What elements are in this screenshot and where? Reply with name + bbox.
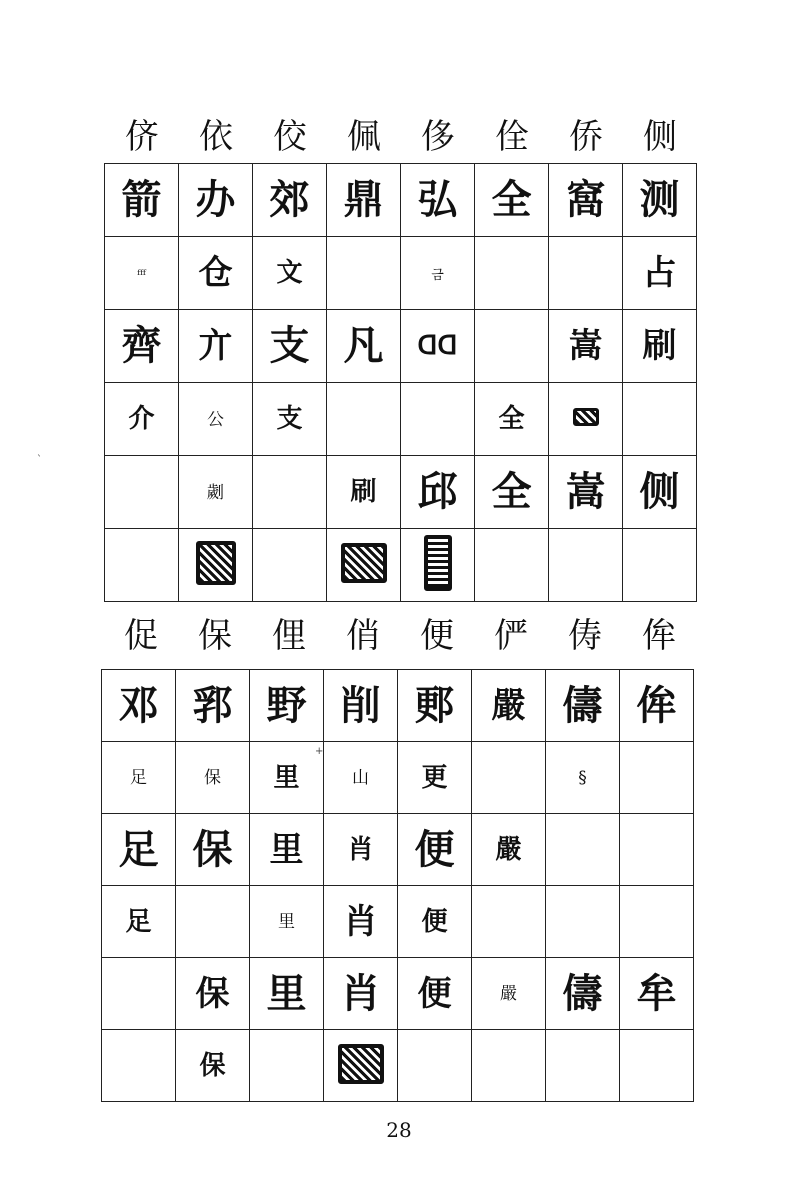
glyph-form: 支 — [269, 322, 310, 369]
table-cell — [546, 958, 620, 1030]
table-row — [102, 670, 694, 742]
table-cell — [620, 958, 694, 1030]
glyph-form: 嚴 — [491, 685, 526, 726]
table-cell — [546, 670, 620, 742]
glyph-form: 更 — [421, 762, 448, 793]
header-character: 俦 — [568, 616, 602, 656]
table-cell — [401, 383, 475, 456]
table-cell — [401, 529, 475, 602]
table-cell — [176, 670, 250, 742]
table-cell — [475, 164, 549, 237]
stray-mark: ` — [37, 455, 42, 466]
table-cell — [398, 814, 472, 886]
glyph-form: 公 — [207, 409, 224, 430]
table-row — [102, 958, 694, 1030]
glyph-form: 嚴 — [495, 834, 522, 865]
glyph-form: 弘 — [417, 176, 458, 223]
glyph-form: 箭 — [121, 176, 162, 223]
table-cell — [105, 456, 179, 529]
table-cell — [549, 164, 623, 237]
glyph-form: § — [578, 768, 587, 788]
table-cell — [253, 310, 327, 383]
table-cell — [398, 958, 472, 1030]
header-character: 便 — [420, 616, 454, 656]
table-cell — [324, 742, 398, 814]
table-row — [102, 742, 694, 814]
glyph-form: 足 — [118, 825, 159, 873]
table-cell — [250, 1030, 324, 1102]
table-cell — [179, 383, 253, 456]
glyph-form: 保 — [195, 973, 230, 1014]
table-cell — [176, 1030, 250, 1102]
header-character: 俏 — [346, 616, 380, 656]
table-cell — [620, 814, 694, 886]
section1-glyph-table — [104, 163, 697, 602]
glyph-form: 全 — [491, 176, 532, 223]
table-row — [105, 529, 697, 602]
glyph-form: 儔 — [562, 969, 603, 1017]
table-cell — [398, 1030, 472, 1102]
table-cell — [475, 383, 549, 456]
table-cell — [179, 310, 253, 383]
glyph-form: 刷 — [350, 477, 377, 507]
table-cell — [327, 237, 401, 310]
table-row — [102, 1030, 694, 1102]
glyph-form: 邱 — [417, 468, 458, 515]
table-cell — [401, 310, 475, 383]
header-character: 侨 — [569, 117, 603, 157]
seal-stamp-image — [573, 408, 599, 426]
glyph-form: 肖 — [347, 834, 374, 865]
header-character: 侧 — [643, 117, 677, 157]
glyph-form: 足 — [130, 768, 147, 788]
glyph-form: 侔 — [636, 681, 677, 729]
glyph-form: 保 — [192, 825, 233, 873]
header-character: 佺 — [495, 117, 529, 157]
glyph-form: 里 — [266, 969, 307, 1017]
glyph-form: 保 — [204, 768, 221, 788]
table-cell — [102, 1030, 176, 1102]
table-cell — [398, 742, 472, 814]
table-cell — [253, 383, 327, 456]
table-row — [105, 164, 697, 237]
glyph-form: 亣 — [198, 326, 233, 366]
glyph-form: 郠 — [414, 681, 455, 729]
glyph-form: 侧 — [639, 468, 680, 515]
table-cell — [472, 958, 546, 1030]
table-cell — [105, 529, 179, 602]
table-cell — [176, 814, 250, 886]
table-row — [105, 383, 697, 456]
table-cell — [623, 237, 697, 310]
table-cell — [253, 164, 327, 237]
header-character: 促 — [124, 616, 158, 656]
glyph-form: 支 — [276, 404, 303, 434]
glyph-form: 儔 — [562, 681, 603, 729]
table-cell — [327, 164, 401, 237]
glyph-form: 嵩 — [568, 326, 603, 366]
table-cell — [620, 886, 694, 958]
glyph-form: 郊 — [269, 176, 310, 223]
table-cell — [102, 958, 176, 1030]
table-cell — [472, 886, 546, 958]
table-cell — [179, 529, 253, 602]
glyph-form: 肖 — [343, 901, 378, 942]
table-cell — [623, 164, 697, 237]
table-cell — [623, 383, 697, 456]
table-cell — [253, 456, 327, 529]
glyph-form: 刷 — [642, 326, 677, 366]
header-character: 俨 — [494, 616, 528, 656]
header-character: 佼 — [273, 117, 307, 157]
table-cell — [102, 670, 176, 742]
glyph-form: 郛 — [192, 681, 233, 729]
table-cell — [250, 814, 324, 886]
table-cell — [105, 164, 179, 237]
table-cell — [179, 237, 253, 310]
glyph-form: 占 — [642, 253, 677, 293]
glyph-form: 鼎 — [343, 176, 384, 223]
header-character: 佩 — [347, 117, 381, 157]
header-character: 侈 — [421, 117, 455, 157]
table-cell — [401, 237, 475, 310]
seal-stamp-image — [424, 535, 452, 591]
table-cell — [475, 237, 549, 310]
glyph-form: 文 — [276, 258, 303, 288]
seal-stamp-image — [196, 541, 236, 585]
glyph-form: 便 — [421, 906, 448, 937]
table-cell — [549, 529, 623, 602]
table-cell — [623, 529, 697, 602]
glyph-form: 削 — [340, 681, 381, 729]
table-cell — [250, 742, 324, 814]
glyph-form: 邓 — [118, 681, 159, 729]
table-row — [105, 237, 697, 310]
table-cell — [398, 670, 472, 742]
glyph-form: 仓 — [198, 253, 233, 293]
table-cell — [179, 456, 253, 529]
header-character: 俚 — [272, 616, 306, 656]
glyph-form: 里 — [278, 912, 295, 932]
table-cell — [546, 1030, 620, 1102]
table-cell — [398, 886, 472, 958]
section2-glyph-table — [101, 669, 694, 1102]
table-cell — [179, 164, 253, 237]
table-cell — [105, 310, 179, 383]
glyph-form: 嵩 — [565, 468, 606, 515]
table-cell — [472, 742, 546, 814]
table-cell — [253, 529, 327, 602]
glyph-form: 山 — [352, 768, 369, 788]
table-cell — [102, 886, 176, 958]
table-cell — [549, 310, 623, 383]
header-character: 侔 — [642, 616, 676, 656]
glyph-form: 测 — [639, 176, 680, 223]
table-cell — [250, 670, 324, 742]
table-cell — [105, 383, 179, 456]
glyph-form: ᶠᶠᶠ — [137, 267, 146, 283]
table-cell — [327, 310, 401, 383]
glyph-form: 办 — [195, 176, 236, 223]
glyph-form: 全 — [498, 404, 525, 434]
table-cell — [546, 814, 620, 886]
section2-header-row — [104, 616, 696, 656]
table-cell — [176, 886, 250, 958]
seal-stamp-image — [338, 1044, 384, 1084]
glyph-form: 牟 — [636, 969, 677, 1017]
glyph-form: 劌 — [207, 482, 224, 503]
table-cell — [401, 164, 475, 237]
table-cell — [620, 742, 694, 814]
seal-stamp-image — [341, 543, 387, 583]
glyph-form: 全 — [491, 468, 532, 515]
table-cell — [401, 456, 475, 529]
table-cell — [105, 237, 179, 310]
table-cell — [549, 237, 623, 310]
table-cell — [623, 310, 697, 383]
table-row — [105, 310, 697, 383]
table-cell — [549, 456, 623, 529]
table-cell — [324, 886, 398, 958]
table-cell — [549, 383, 623, 456]
table-cell — [620, 670, 694, 742]
header-character: 侪 — [125, 117, 159, 157]
glyph-form: 足 — [125, 906, 152, 937]
table-cell — [475, 456, 549, 529]
table-cell — [546, 742, 620, 814]
table-cell — [623, 456, 697, 529]
glyph-form: 保 — [199, 1050, 226, 1081]
table-cell — [472, 1030, 546, 1102]
table-cell — [324, 1030, 398, 1102]
table-row — [102, 886, 694, 958]
glyph-form: 肖 — [340, 969, 381, 1017]
table-row — [102, 814, 694, 886]
glyph-form: 便 — [417, 973, 452, 1014]
table-cell — [327, 383, 401, 456]
section1-header-row — [105, 117, 697, 157]
table-cell — [475, 310, 549, 383]
header-character: 依 — [199, 117, 233, 157]
table-cell — [472, 814, 546, 886]
table-cell — [546, 886, 620, 958]
glyph-form: 窩 — [565, 176, 606, 223]
table-cell — [324, 670, 398, 742]
glyph-form: 凡 — [343, 322, 384, 369]
page-number: 28 — [386, 1118, 412, 1142]
table-cell — [475, 529, 549, 602]
glyph-form: 금 — [431, 267, 444, 283]
table-cell — [176, 958, 250, 1030]
glyph-form: 里 — [269, 829, 304, 870]
table-cell — [472, 670, 546, 742]
glyph-form: 齊 — [121, 322, 162, 369]
table-cell — [620, 1030, 694, 1102]
glyph-form: 里 — [273, 762, 300, 793]
table-cell — [250, 886, 324, 958]
table-cell — [102, 742, 176, 814]
table-cell — [327, 529, 401, 602]
table-cell — [102, 814, 176, 886]
table-cell — [324, 958, 398, 1030]
table-cell — [253, 237, 327, 310]
header-character: 保 — [198, 616, 232, 656]
table-cell — [327, 456, 401, 529]
table-cell — [176, 742, 250, 814]
glyph-form: 介 — [128, 404, 155, 434]
table-cell — [324, 814, 398, 886]
glyph-form: 野 — [266, 681, 307, 729]
glyph-form: 便 — [414, 825, 455, 873]
table-cell — [250, 958, 324, 1030]
table-row — [105, 456, 697, 529]
glyph-form: ᗡᗡ — [417, 331, 458, 361]
glyph-form: 嚴 — [500, 984, 517, 1004]
stray-mark: + — [315, 746, 324, 757]
